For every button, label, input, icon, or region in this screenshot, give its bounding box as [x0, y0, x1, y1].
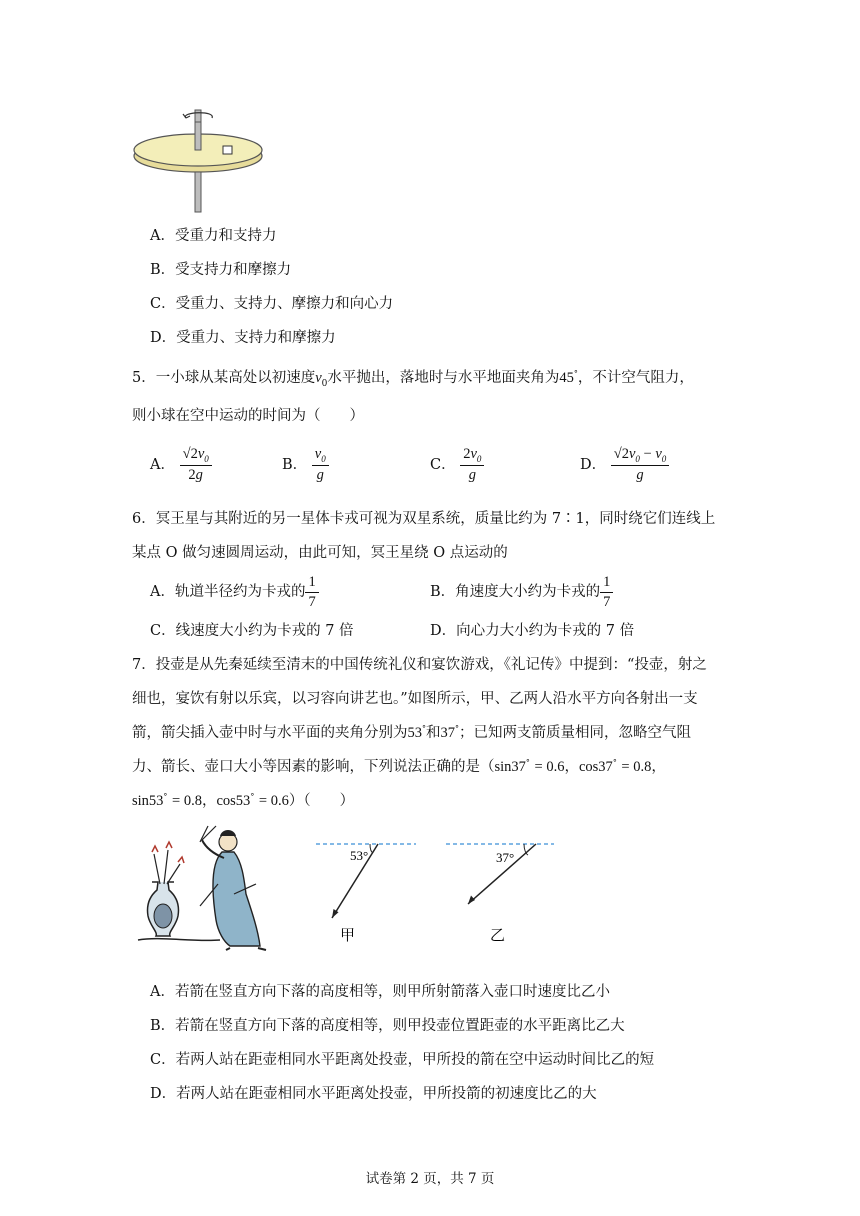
q7-stem-line3: 箭，箭尖插入壶中时与水平面的夹角分别为53°和37°；已知两支箭质量相同，忽略空气阻 [132, 724, 691, 741]
q6-option-b: B．角速度大小约为卡戎的 $\frac{1}{7}$ [430, 574, 613, 610]
q7-option-d: D．若两人站在距壶相同水平距离处投壶，甲所投箭的初速度比乙的大 [150, 1086, 597, 1102]
q5-option-b: B． $\frac{v_0}{g}$ [282, 446, 329, 484]
q6-option-d: D．向心力大小约为卡戎的 7 倍 [430, 623, 635, 639]
person-robe [213, 852, 260, 946]
q5-stem-line2: 则小球在空中运动的时间为（ ） [132, 408, 364, 424]
q5-option-d: D． $\frac{√2v_0 - v_0}{g}$ [580, 446, 669, 484]
label-yi: 乙 [490, 926, 506, 944]
q6-option-c: C．线速度大小约为卡戎的 7 倍 [150, 623, 354, 639]
q5-stem-line1: 5．一小球从某高处以初速度$v_0$水平抛出，落地时与水平地面夹角为45°，不计空气阻力， [132, 369, 694, 389]
q4-option-a: A．受重力和支持力 [150, 228, 277, 244]
q7-stem-line4: 力、箭长、壶口大小等因素的影响，下列说法正确的是（sin37° = 0.6，cos37° = 0.8， [132, 758, 666, 775]
q5-option-c: C． $\frac{2v_0}{g}$ [430, 446, 484, 484]
q4-option-c: C．受重力、支持力、摩擦力和向心力 [150, 296, 394, 312]
q7-stem-line1: 7．投壶是从先秦延续至清末的中国传统礼仪和宴饮游戏，《礼记传》中提到：“投壶，射之 [132, 657, 707, 673]
q7-option-b: B．若箭在竖直方向下落的高度相等，则甲投壶位置距壶的水平距离比乙大 [150, 1018, 625, 1034]
turntable-figure [128, 106, 268, 218]
touhu-illustration [130, 824, 276, 952]
block-icon [223, 146, 232, 154]
q6-stem-line2: 某点 O 做匀速圆周运动，由此可知，冥王星绕 O 点运动的 [132, 545, 508, 561]
q7-option-a: A．若箭在竖直方向下落的高度相等，则甲所射箭落入壶口时速度比乙小 [150, 984, 610, 1000]
q7-stem-line5: sin53° = 0.8，cos53° = 0.6）（ ） [132, 792, 355, 809]
angle-label-53: 53° [350, 848, 369, 863]
q5-option-a: A． $\frac{√2v_0}{2g}$ [150, 446, 212, 484]
q7-option-c: C．若两人站在距壶相同水平距离处投壶，甲所投的箭在空中运动时间比乙的短 [150, 1052, 655, 1068]
label-jia: 甲 [340, 926, 356, 944]
q4-option-d: D．受重力、支持力和摩擦力 [150, 330, 336, 346]
angle-diagram-jia [312, 836, 422, 948]
q4-option-b: B．受支持力和摩擦力 [150, 262, 292, 278]
angle-diagram-yi [442, 836, 560, 948]
q7-stem-line2: 细也，宴饮有射以乐宾，以习容向讲艺也。”如图所示，甲、乙两人沿水平方向各射出一支 [132, 691, 698, 707]
axle-lower [195, 172, 201, 212]
q6-option-a: A．轨道半径约为卡戎的 $\frac{1}{7}$ [150, 574, 319, 610]
page-footer: 试卷第 2 页，共 7 页 [365, 1171, 495, 1187]
angle-label-37: 37° [496, 850, 515, 865]
q6-stem-line1: 6．冥王星与其附近的另一星体卡戎可视为双星系统，质量比约为 7∶1，同时绕它们连线上 [132, 511, 716, 527]
